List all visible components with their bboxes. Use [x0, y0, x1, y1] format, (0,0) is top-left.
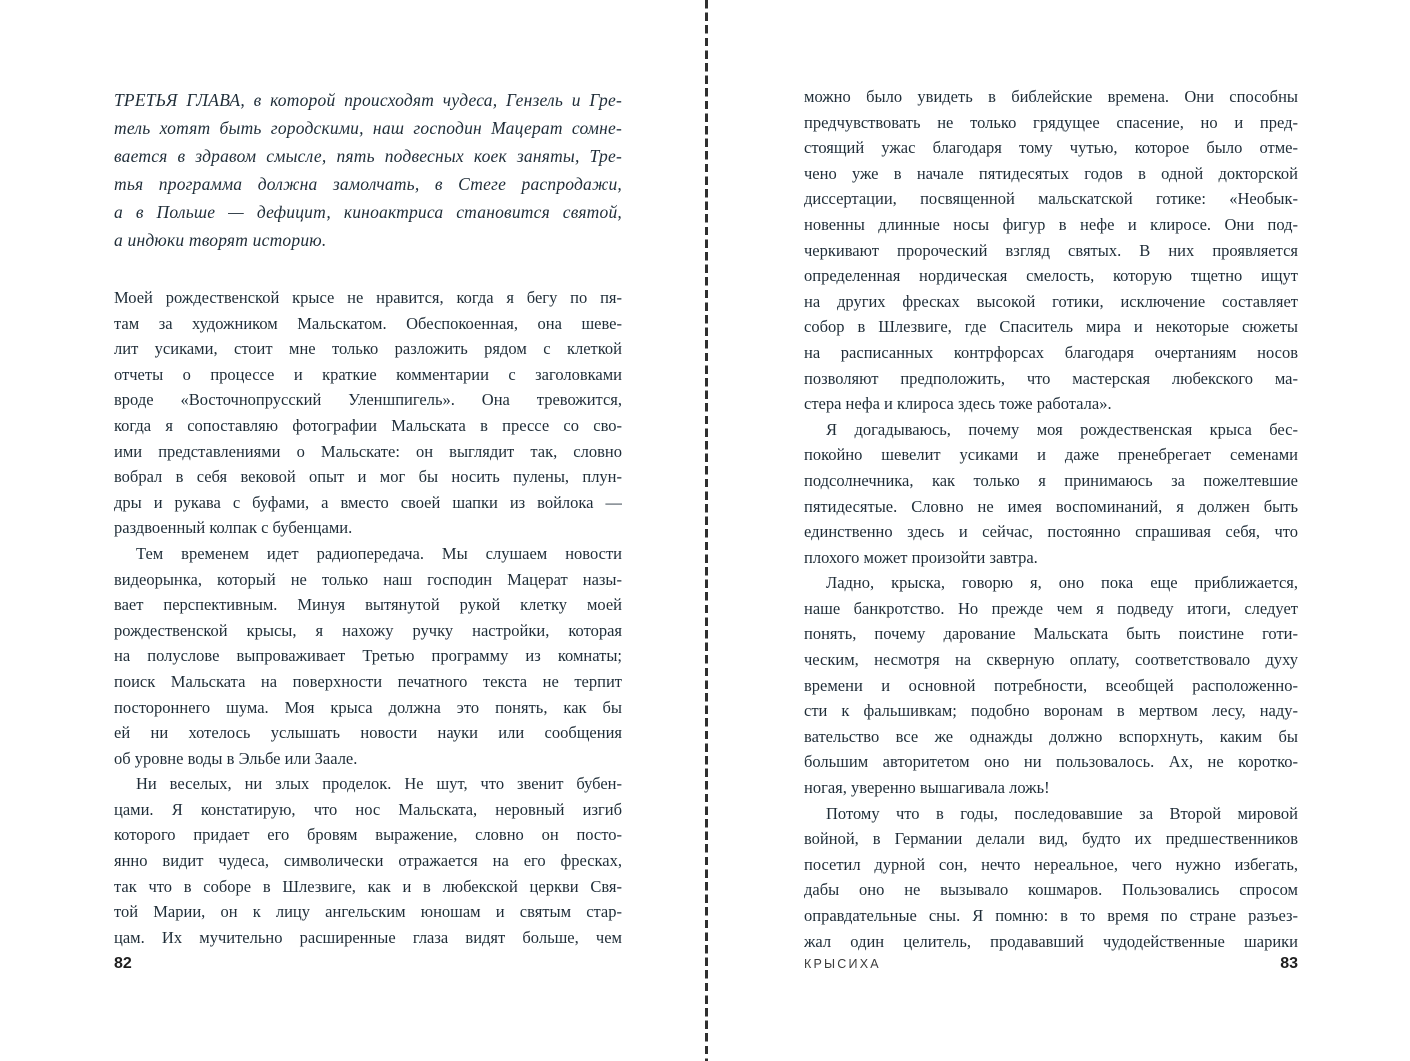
- text-line: жал один целитель, продававший чудодейственные шарики: [804, 931, 1298, 951]
- text-line: вроде «Восточнопрусский Уленшпигель». Она тревожится,: [114, 390, 622, 410]
- text-line: на расписанных контрфорсах благодаря очертаниям носов: [804, 342, 1298, 362]
- text-line: сти к фальшивкам; подобно воронам в мертвом лесу, наду-: [804, 701, 1298, 721]
- text-line: на полуслове выпроваживает Третью программу из комнаты;: [114, 646, 622, 666]
- text-line: ими представлениями о Мальскате: он выглядит так, словно: [114, 441, 622, 461]
- text-line: Тем временем идет радиопередача. Мы слушаем новости: [136, 543, 622, 563]
- text-line: определенная нордическая смелость, которую тщетно ищут: [804, 266, 1298, 286]
- text-line: Я догадываюсь, почему моя рождественская крыса бес-: [826, 419, 1298, 439]
- text-line: предчувствовать не только грядущее спасение, но и пред-: [804, 112, 1298, 132]
- text-line: стоящий ужас благодаря тому чутью, которое было отме-: [804, 138, 1298, 158]
- text-line: черкивают пророческий взгляд святых. В них проявляется: [804, 240, 1298, 260]
- text-line: стера нефа и клироса здесь тоже работала».: [804, 394, 1112, 414]
- text-line: на других фресках высокой готики, исключение составляет: [804, 291, 1298, 311]
- page-left: [114, 86, 622, 972]
- text-line: раздвоенный колпак с бубенцами.: [114, 518, 353, 538]
- text-line: вательство все же однажды должно вспорхнуть, каким бы: [804, 726, 1298, 746]
- text-line: единственно здесь и сейчас, постоянно спрашивая себя, что: [804, 522, 1298, 542]
- text-line: ей ни хотелось услышать новости науки или сообщения: [114, 723, 622, 743]
- text-line: наше банкротство. Но прежде чем я подведу итоги, следует: [804, 598, 1298, 618]
- text-line: Моей рождественской крысе не нравится, когда я бегу по пя-: [114, 288, 622, 307]
- text-line: пятидесятые. Словно не имея воспоминаний, я должен быть: [804, 496, 1298, 516]
- page-number-left: 82: [114, 955, 132, 972]
- text-line: понять, почему дарование Мальската быть поистине готи-: [804, 624, 1298, 644]
- text-line: той Марии, он к лицу ангельским юношам и святым стар-: [114, 902, 622, 922]
- paragraph: [114, 771, 622, 950]
- text-line: времени и основной потребности, всеобщей расположенно-: [804, 675, 1298, 695]
- paragraph: [114, 285, 622, 541]
- text-line: посетил дурной сон, нечто нереальное, чего нужно избегать,: [804, 854, 1298, 874]
- text-line: Ни веселых, ни злых проделок. Не шут, что звенит бубен-: [136, 774, 622, 794]
- page-right-body: [804, 84, 1298, 954]
- text-line: дры и рукава с буфами, а вместо своей шапки из войлока —: [114, 492, 622, 512]
- text-line: там за художником Мальскатом. Обеспокоенная, она шеве-: [114, 313, 622, 333]
- text-line: когда я сопоставляю фотографии Мальската в прессе со сво-: [114, 415, 622, 435]
- page-left-body: [114, 285, 622, 950]
- text-line: Ладно, крыска, говорю я, оно пока еще приближается,: [826, 573, 1298, 593]
- text-line: а в Польше — дефицит, киноактриса становится святой,: [114, 202, 622, 222]
- text-line: оправдательные сны. Я помню: в то время по стране разъез-: [804, 906, 1298, 925]
- text-line: лит усиками, стоит мне только разложить рядом с клеткой: [114, 339, 622, 359]
- text-line: войной, в Германии делали вид, будто их предшественников: [804, 829, 1298, 849]
- text-line: большим авторитетом оно ни пользовалось. Ах, не коротко-: [804, 752, 1298, 772]
- text-line: новенны длинные носы фигур в нефе и клиросе. Они под-: [804, 214, 1298, 234]
- text-line: диссертации, посвященной мальскатской готике: «Необык-: [804, 189, 1298, 209]
- text-line: цам. Их мучительно расширенные глаза видят больше, чем: [114, 927, 622, 947]
- text-line: дабы оно не вызывало кошмаров. Пользовались спросом: [804, 880, 1298, 900]
- text-line: позволяют предположить, что мастерская любекского ма-: [804, 368, 1298, 388]
- text-line: можно было увидеть в библейские времена. Они способны: [804, 87, 1298, 106]
- page-right-footer: [804, 955, 1298, 973]
- page-divider-dashed-line: [705, 0, 708, 1061]
- text-line: тья программа должна замолчать, в Стеге распродажи,: [114, 174, 622, 194]
- text-line: янно видит чудеса, символически отражается на его фресках,: [114, 851, 622, 871]
- page-right: [804, 84, 1298, 972]
- paragraph: [114, 86, 622, 254]
- text-line: рождественской крысы, я нахожу ручку настройки, которая: [114, 620, 622, 640]
- text-line: тель хотят быть городскими, наш господин Мацерат сомне-: [114, 118, 622, 138]
- paragraph: [804, 84, 1298, 417]
- text-line: а индюки творят историю.: [114, 230, 327, 250]
- text-line: ческим, несмотря на скверную оплату, соответствовало духу: [804, 650, 1298, 670]
- text-line: плохого может произойти завтра.: [804, 547, 1038, 567]
- page-number-right: 83: [1280, 955, 1298, 972]
- text-line: ногая, уверенно вышагивала ложь!: [804, 778, 1050, 798]
- page-left-footer: [114, 955, 622, 973]
- chapter-heading: [114, 86, 622, 254]
- text-line: Потому что в годы, последовавшие за Второй мировой: [826, 803, 1298, 823]
- text-line: цами. Я констатирую, что нос Мальската, неровный изгиб: [114, 799, 622, 819]
- text-line: чено уже в начале пятидесятых годов в одной докторской: [804, 163, 1298, 183]
- paragraph: [804, 570, 1298, 800]
- text-line: вается в здравом смысле, пять подвесных коек заняты, Тре-: [114, 146, 622, 166]
- text-line: подсолнечника, как только я принимаюсь за пожелтевшие: [804, 470, 1298, 490]
- paragraph: [804, 801, 1298, 955]
- text-line: которого придает его бровям выражение, словно он посто-: [114, 825, 622, 845]
- text-line: так что в соборе в Шлезвиге, как и в любекской церкви Свя-: [114, 876, 622, 896]
- text-line: отчеты о процессе и краткие комментарии с заголовками: [114, 364, 622, 384]
- paragraph: [114, 541, 622, 771]
- paragraph: [804, 417, 1298, 571]
- text-line: покойно шевелит усиками и даже пренебрегает семенами: [804, 445, 1298, 465]
- text-line: вобрал в себя вековой опыт и мог бы носить пулены, плун-: [114, 467, 622, 487]
- text-line: об уровне воды в Эльбе или Заале.: [114, 748, 358, 768]
- text-line: видеорынка, который не только наш господин Мацерат назы-: [114, 569, 622, 589]
- running-title: КРЫСИХА: [804, 957, 881, 971]
- text-line: ТРЕТЬЯ ГЛАВА, в которой происходят чудеса, Гензель и Гре-: [114, 90, 622, 110]
- text-line: собор в Шлезвиге, где Спаситель мира и некоторые сюжеты: [804, 317, 1298, 337]
- text-line: постороннего шума. Моя крыса должна это понять, как бы: [114, 697, 622, 717]
- text-line: вает перспективным. Минуя вытянутой рукой клетку моей: [114, 595, 622, 615]
- text-line: поиск Мальската на поверхности печатного текста не терпит: [114, 671, 622, 691]
